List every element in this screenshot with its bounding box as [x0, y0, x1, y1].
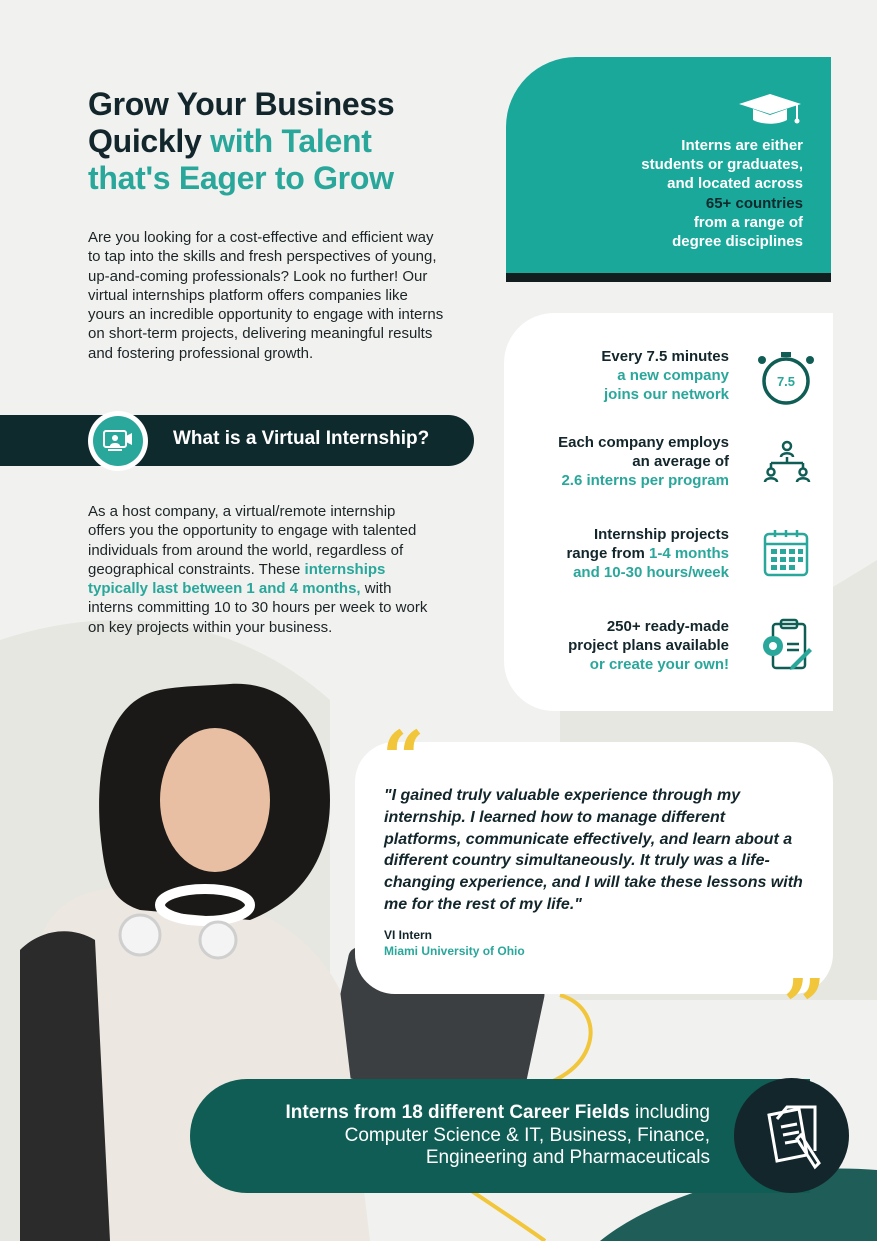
testimonial-author: VI Intern — [384, 928, 433, 942]
stat-text: Each company employs — [558, 434, 729, 451]
open-quote-icon: “ — [382, 716, 425, 802]
stat-text: 250+ ready-made — [606, 618, 729, 635]
stat-highlight: or create your own! — [589, 656, 729, 674]
headline-line1: Grow Your Business — [88, 86, 395, 122]
stat-text — [566, 544, 729, 563]
career-fields-text — [238, 1102, 710, 1170]
stat-highlight: joins our network — [603, 386, 729, 404]
career-fields-bold: Interns from 18 different Career Fields — [285, 1102, 630, 1123]
stat-text: project plans available — [568, 637, 729, 655]
stat-project-plans — [568, 617, 729, 675]
stat-project-duration — [566, 525, 729, 583]
host-text-after: with interns committing 10 to 30 hours per week to work on key projects within your business. — [88, 580, 428, 636]
stat-interns-average — [558, 433, 729, 491]
info-line2: students or graduates, — [641, 156, 803, 174]
testimonial-school: Miami University of Ohio — [384, 944, 525, 958]
info-line3: and located across — [667, 175, 803, 193]
headline-line2 — [88, 123, 468, 160]
info-line1: Interns are either — [681, 137, 803, 154]
info-countries: 65+ countries — [705, 194, 803, 212]
clipboard-gear-icon — [757, 618, 813, 674]
headline-dark-part: Quickly — [88, 123, 211, 159]
stat-highlight: 2.6 interns per program — [561, 472, 729, 490]
stat-highlight-inline: 1-4 months — [648, 545, 729, 563]
career-fields-line1 — [238, 1102, 710, 1125]
host-company-paragraph — [88, 502, 433, 637]
info-line5: from a range of — [693, 213, 803, 231]
calendar-icon — [762, 528, 810, 578]
host-text-highlight: internships typically last between 1 and 4 months, — [88, 560, 386, 598]
stat-highlight: a new company — [617, 367, 729, 385]
career-fields-including: including — [629, 1102, 710, 1123]
stat-text: Internship projects — [593, 526, 729, 543]
intro-paragraph: Are you looking for a cost-effective and efficient way to tap into the skills and fresh perspectives of young, up-and-coming professionals? Look no further! Our virtual internships platform offers companies like yours an incredible opportunity to engage with interns on short-term projects, delivering meaningful results and fostering professional growth. — [88, 229, 444, 362]
team-hierarchy-icon — [762, 440, 812, 484]
section-icon-circle — [88, 411, 148, 471]
info-line6: degree disciplines — [672, 233, 803, 251]
career-fields-line2: Computer Science & IT, Business, Finance, — [344, 1124, 710, 1146]
career-fields-line3: Engineering and Pharmaceuticals — [425, 1147, 710, 1168]
headline-teal-part: with Talent — [210, 123, 372, 159]
headline-line3: that's Eager to Grow — [88, 160, 394, 196]
page-headline — [88, 86, 468, 197]
document-icon-circle — [734, 1078, 849, 1193]
stat-text: Every 7.5 minutes — [601, 348, 729, 365]
section-title: What is a Virtual Internship? — [173, 428, 430, 449]
stat-new-company — [601, 347, 729, 405]
graduation-cap-icon — [737, 92, 803, 126]
testimonial-quote: "I gained truly valuable experience through my internship. I learned how to manage different platforms, communicate effectively, and learn about a different country simultaneously. It truly was a life-changing experience, and I will take these lessons with me for the rest of my life." — [384, 787, 803, 913]
stat-highlight: and 10-30 hours/week — [573, 564, 729, 582]
stopwatch-label: 7.5 — [776, 374, 796, 389]
close-quote-icon: ” — [783, 964, 826, 1050]
stat-text-part: range from — [566, 545, 649, 563]
document-pen-icon — [757, 1101, 827, 1171]
stopwatch-icon — [757, 350, 815, 406]
video-call-icon — [102, 427, 134, 455]
stat-text: an average of — [632, 453, 729, 471]
interns-info-text — [560, 136, 803, 251]
host-text-before: As a host company, a virtual/remote internship offers you the opportunity to engage with talented individuals from around the world, regardless of geographical constraints. These — [88, 503, 417, 578]
